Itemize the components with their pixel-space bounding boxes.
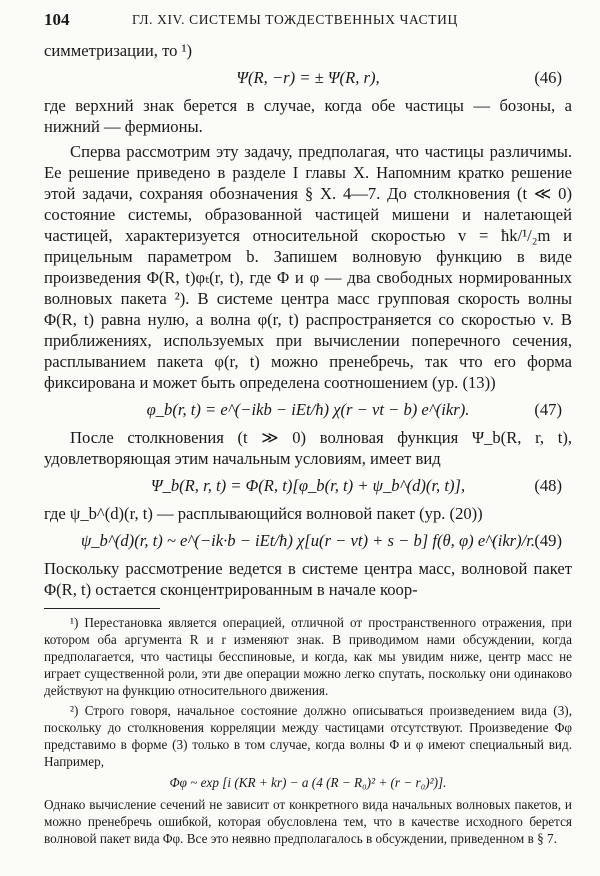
equation-formula: φ_b(r, t) = e^(−ikb − iEt/ħ) χ(r − vt − b) e^(ikr). (146, 400, 470, 419)
equation-formula: ψ_b^(d)(r, t) ~ e^(−ik·b − iEt/ħ) χ[u(r − vt) + s − b] f(θ, φ) e^(ikr)/r. (80, 531, 536, 550)
equation-number: (49) (534, 531, 562, 550)
paragraph: где верхний знак берется в случае, когда обе частицы — бозоны, а нижний — фермионы. (44, 96, 572, 136)
equation-number: (48) (534, 476, 562, 495)
equation-number: (47) (534, 400, 562, 419)
paragraph: где ψ_b^(d)(r, t) — расплывающийся волновой пакет (ур. (20)) (44, 504, 483, 523)
footnote-2-continuation: Однако вычисление сечений не зависит от конкретного вида начальных волновых пакетов, и можно пренебречь ошибкой, которая обусловлена тем, что в качестве исходного берется волновой пакет вида Φφ. Все это неявно предполагалось в обсуждении, приведенном в § 7. (44, 797, 572, 846)
footnote-2: ²) Строго говоря, начальное состояние должно описываться произведением вида (3), поскольку до столкновения корреляции между частицами отсутствуют. Произведение Φφ представимо в форме (3) только в том случае, когда волны Φ и φ имеют специальный вид. Например, (44, 703, 572, 769)
footnote-formula: Φφ ~ exp [i (KR + kr) − a (4 (R − R₀)² + (r − r₀)²)]. (169, 775, 447, 790)
equation-formula: Ψ(R, −r) = ± Ψ(R, r), (236, 68, 380, 87)
text-line: симметризации, то ¹) (44, 41, 193, 60)
equation-48 (44, 469, 572, 503)
running-head: ГЛ. XIV. СИСТЕМЫ ТОЖДЕСТВЕННЫХ ЧАСТИЦ (132, 12, 458, 27)
paragraph: Поскольку рассмотрение ведется в системе центра масс, волновой пакет Φ(R, t) остается сконцентрированным в начале коор- (44, 559, 572, 599)
equation-formula: Ψ_b(R, r, t) = Φ(R, t)[φ_b(r, t) + ψ_b^(d)(r, t)], (150, 476, 466, 495)
page-number: 104 (44, 10, 70, 29)
page-header (44, 10, 564, 32)
footnote-1: ¹) Перестановка является операцией, отличной от пространственного отражения, при котором оба аргумента R и r изменяют знак. В приводимом нами обсуждении, когда предполагается, что частицы бесспиновые, и когда, как мы увидим ниже, центр масс не играет существенной роли, эти две операции можно легко спутать, поскольку они одинаково действуют на функцию относительного движения. (44, 615, 572, 698)
equation-47 (44, 393, 572, 427)
paragraph: Сперва рассмотрим эту задачу, предполагая, что частицы различимы. Ее решение приведено в разделе I главы X. Напомним кратко решение этой задачи, сохраняя обозначения § X. 4—7. До столкновения (t ≪ 0) состояние системы, образованной частицей мишени и налетающей частицей, характеризуется относительной скоростью v = ħk/¹/₂m и прицельным параметром b. Запишем волновую функцию в виде произведения Φ(R, t)φₜ(r, t), где Φ и φ — два свободных нормированных волновых пакета ²). В системе центра масс групповая скорость волны Φ(R, t) равна нулю, а волна φ(r, t) распространяется со скоростью v. В приближениях, используемых при вычислении поперечного сечения, расплыванием пакета φ(r, t) можно пренебречь, так что его форма фиксирована и может быть определена соотношением (ур. (13)) (44, 142, 572, 392)
equation-46 (44, 61, 572, 95)
footnotes (44, 614, 572, 847)
equation-number: (46) (534, 68, 562, 87)
paragraph: После столкновения (t ≫ 0) волновая функция Ψ_b(R, r, t), удовлетворяющая этим начальным условиям, имеет вид (44, 428, 572, 468)
main-text (44, 40, 572, 600)
footnote-rule (44, 608, 160, 609)
equation-49 (44, 524, 572, 558)
